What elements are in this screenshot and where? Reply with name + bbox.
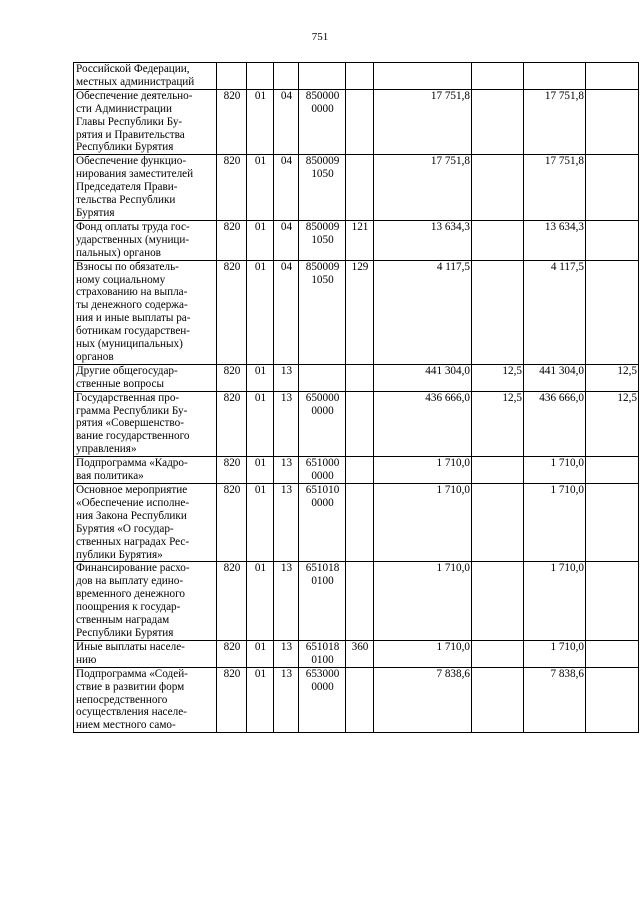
target-article-cell: 850009 1050 (299, 260, 346, 364)
target-article-cell: 850009 1050 (299, 220, 346, 260)
table-row (74, 364, 639, 391)
share-cell: 12,5 (472, 391, 524, 457)
expense-type-cell (346, 364, 374, 391)
item-name-cell: Российской Федерации, местных администраций (74, 63, 217, 90)
share-cell (586, 640, 639, 667)
table-row (74, 640, 639, 667)
table-row (74, 155, 639, 221)
amount-cell: 436 666,0 (524, 391, 586, 457)
table-row (74, 89, 639, 155)
amount-cell: 17 751,8 (524, 155, 586, 221)
amount-cell (524, 63, 586, 90)
amount-cell: 1 710,0 (524, 562, 586, 640)
section-code-cell: 01 (247, 640, 274, 667)
amount-cell: 1 710,0 (524, 484, 586, 562)
target-article-cell: 653000 0000 (299, 667, 346, 733)
subsection-code-cell (274, 63, 299, 90)
expense-type-cell (346, 63, 374, 90)
section-code-cell: 01 (247, 457, 274, 484)
expense-type-cell: 360 (346, 640, 374, 667)
share-cell: 12,5 (586, 364, 639, 391)
table-row (74, 484, 639, 562)
subsection-code-cell: 13 (274, 484, 299, 562)
share-cell (472, 484, 524, 562)
share-cell (472, 89, 524, 155)
section-code-cell: 01 (247, 89, 274, 155)
subsection-code-cell: 13 (274, 562, 299, 640)
grbs-code-cell: 820 (217, 640, 247, 667)
expense-type-cell (346, 562, 374, 640)
amount-cell: 7 838,6 (374, 667, 472, 733)
subsection-code-cell: 13 (274, 364, 299, 391)
target-article-cell: 651018 0100 (299, 640, 346, 667)
subsection-code-cell: 04 (274, 89, 299, 155)
amount-cell: 4 117,5 (524, 260, 586, 364)
amount-cell: 17 751,8 (524, 89, 586, 155)
share-cell (586, 260, 639, 364)
item-name-cell: Финансирование расхо- дов на выплату едино- временного денежного поощрения к государ- ственным наградам Республики Бурятия (74, 562, 217, 640)
share-cell (586, 484, 639, 562)
expense-type-cell (346, 89, 374, 155)
table-row (74, 391, 639, 457)
table-row (74, 260, 639, 364)
item-name-cell: Подпрограмма «Содей- ствие в развитии форм непосредственного осуществления населе- нием местного само- (74, 667, 217, 733)
share-cell: 12,5 (586, 391, 639, 457)
item-name-cell: Основное мероприятие «Обеспечение исполне- ния Закона Республики Бурятия «О государ- ственных наградах Рес- публики Бурятия» (74, 484, 217, 562)
share-cell (586, 220, 639, 260)
amount-cell: 17 751,8 (374, 155, 472, 221)
share-cell (586, 63, 639, 90)
grbs-code-cell: 820 (217, 364, 247, 391)
amount-cell: 17 751,8 (374, 89, 472, 155)
item-name-cell: Иные выплаты населе- нию (74, 640, 217, 667)
item-name-cell: Государственная про- грамма Республики Бу- рятия «Совершенство- вание государственного управления» (74, 391, 217, 457)
section-code-cell: 01 (247, 155, 274, 221)
target-article-cell: 651018 0100 (299, 562, 346, 640)
share-cell (472, 260, 524, 364)
subsection-code-cell: 13 (274, 667, 299, 733)
expense-type-cell (346, 391, 374, 457)
amount-cell: 1 710,0 (524, 457, 586, 484)
amount-cell: 7 838,6 (524, 667, 586, 733)
item-name-cell: Другие общегосудар- ственные вопросы (74, 364, 217, 391)
section-code-cell (247, 63, 274, 90)
expense-type-cell (346, 457, 374, 484)
grbs-code-cell: 820 (217, 562, 247, 640)
share-cell (586, 667, 639, 733)
table-row (74, 63, 639, 90)
expense-type-cell (346, 667, 374, 733)
section-code-cell: 01 (247, 260, 274, 364)
table-row (74, 457, 639, 484)
grbs-code-cell: 820 (217, 89, 247, 155)
amount-cell: 1 710,0 (374, 562, 472, 640)
share-cell (472, 640, 524, 667)
item-name-cell: Обеспечение функцио- нирования заместителей Председателя Прави- тельства Республики Бурятия (74, 155, 217, 221)
budget-table (73, 62, 639, 733)
target-article-cell: 651000 0000 (299, 457, 346, 484)
table-row (74, 220, 639, 260)
target-article-cell: 850000 0000 (299, 89, 346, 155)
amount-cell: 1 710,0 (524, 640, 586, 667)
share-cell: 12,5 (472, 364, 524, 391)
item-name-cell: Обеспечение деятельно- сти Администрации Главы Республики Бу- рятия и Правительства Республики Бурятия (74, 89, 217, 155)
target-article-cell (299, 364, 346, 391)
share-cell (586, 89, 639, 155)
amount-cell (374, 63, 472, 90)
section-code-cell: 01 (247, 667, 274, 733)
target-article-cell (299, 63, 346, 90)
item-name-cell: Фонд оплаты труда гос- ударственных (муници- пальных) органов (74, 220, 217, 260)
item-name-cell: Подпрограмма «Кадро- вая политика» (74, 457, 217, 484)
share-cell (472, 220, 524, 260)
section-code-cell: 01 (247, 391, 274, 457)
section-code-cell: 01 (247, 364, 274, 391)
amount-cell: 436 666,0 (374, 391, 472, 457)
grbs-code-cell: 820 (217, 457, 247, 484)
amount-cell: 13 634,3 (374, 220, 472, 260)
subsection-code-cell: 13 (274, 457, 299, 484)
table-row (74, 562, 639, 640)
grbs-code-cell: 820 (217, 391, 247, 457)
expense-type-cell (346, 155, 374, 221)
share-cell (586, 155, 639, 221)
section-code-cell: 01 (247, 484, 274, 562)
target-article-cell: 850009 1050 (299, 155, 346, 221)
subsection-code-cell: 04 (274, 155, 299, 221)
section-code-cell: 01 (247, 220, 274, 260)
share-cell (586, 457, 639, 484)
amount-cell: 441 304,0 (374, 364, 472, 391)
amount-cell: 441 304,0 (524, 364, 586, 391)
section-code-cell: 01 (247, 562, 274, 640)
amount-cell: 1 710,0 (374, 484, 472, 562)
share-cell (472, 667, 524, 733)
grbs-code-cell: 820 (217, 220, 247, 260)
subsection-code-cell: 04 (274, 260, 299, 364)
grbs-code-cell: 820 (217, 260, 247, 364)
share-cell (472, 63, 524, 90)
grbs-code-cell: 820 (217, 155, 247, 221)
share-cell (472, 562, 524, 640)
subsection-code-cell: 04 (274, 220, 299, 260)
grbs-code-cell: 820 (217, 667, 247, 733)
target-article-cell: 651010 0000 (299, 484, 346, 562)
target-article-cell: 650000 0000 (299, 391, 346, 457)
share-cell (586, 562, 639, 640)
expense-type-cell: 129 (346, 260, 374, 364)
amount-cell: 1 710,0 (374, 640, 472, 667)
grbs-code-cell (217, 63, 247, 90)
expense-type-cell: 121 (346, 220, 374, 260)
item-name-cell: Взносы по обязатель- ному социальному страхованию на выпла- ты денежного содержа- ния и иные выплаты ра- ботникам государствен- ных (муниципальных) органов (74, 260, 217, 364)
amount-cell: 13 634,3 (524, 220, 586, 260)
expense-type-cell (346, 484, 374, 562)
amount-cell: 1 710,0 (374, 457, 472, 484)
page-number: 751 (311, 31, 329, 43)
amount-cell: 4 117,5 (374, 260, 472, 364)
share-cell (472, 457, 524, 484)
grbs-code-cell: 820 (217, 484, 247, 562)
table-row (74, 667, 639, 733)
subsection-code-cell: 13 (274, 391, 299, 457)
share-cell (472, 155, 524, 221)
subsection-code-cell: 13 (274, 640, 299, 667)
